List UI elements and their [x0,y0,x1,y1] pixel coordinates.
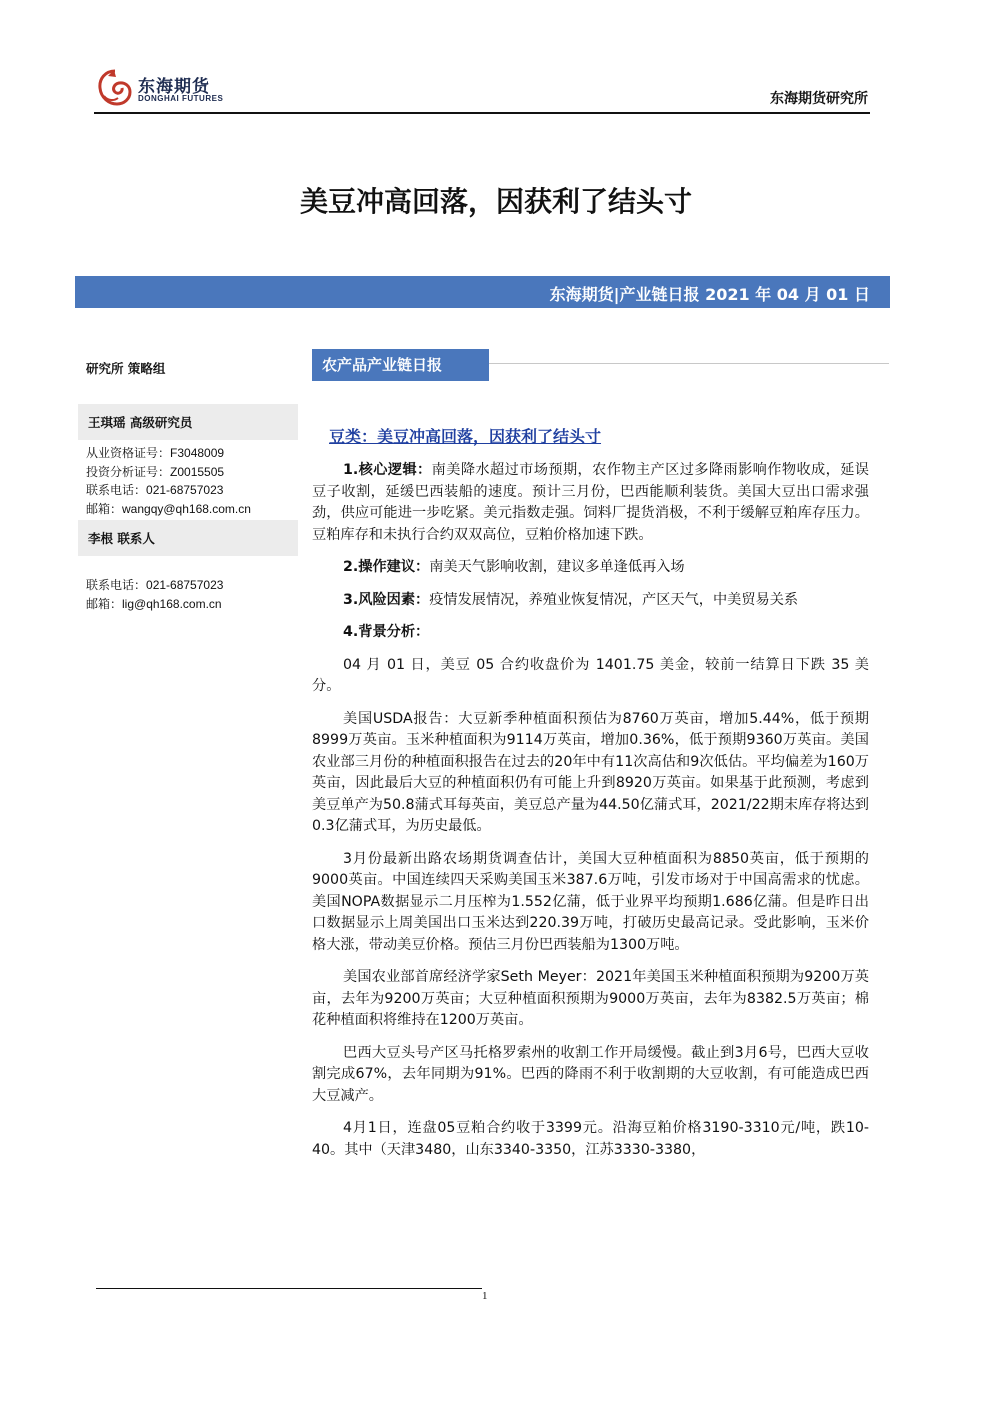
analyst-2-line: 联系电话：021-68757023 [86,578,224,592]
dragon-logo-icon [96,68,134,108]
page-number: 1 [482,1290,488,1302]
paragraph: 美国USDA报告：大豆新季种植面积预估为8760万英亩，增加5.44%，低于预期8999万英亩。玉米种植面积为9114万英亩，增加0.36%，低于预期9360万英亩。美国农业部三月份的种植面积报告在过去的20年中有11次高估和9次低估。平均偏差为160万英亩，因此最后大豆的种植面积仍有可能上升到8920万英亩。如果基于此预测，考虑到美豆单产为50.8蒲式耳每英亩，美豆总产量为44.50亿蒲式耳，2021/22期末库存将达到0.3亿蒲式耳，为历史最低。 [312,710,869,834]
sub-heading-link[interactable]: 豆类：美豆冲高回落，因获利了结头寸 [329,427,602,446]
author-sidebar [78,350,298,613]
logo [96,66,236,112]
paragraph: 巴西大豆头号产区马托格罗索州的收割工作开局缓慢。截止到3月6号，巴西大豆收割完成67%，去年同期为91%。巴西的降雨不利于收割期的大豆收割，有可能造成巴西大豆减产。 [312,1044,869,1104]
paragraph: 04 月 01 日，美豆 05 合约收盘价为 1401.75 美金，较前一结算日下跌 35 美分。 [312,656,869,694]
paragraph: 4.背景分析： [343,624,430,640]
logo-text-en: DONGHAI FUTURES [138,94,224,103]
analyst-1-email[interactable]: 邮箱：wangqy@qh168.com.cn [86,501,251,516]
analyst-1-line: 从业资格证号：F3048009 [86,446,225,460]
paragraph: 1.核心逻辑：南美降水超过市场预期，农作物主产区过多降雨影响作物收成，延误豆子收割，延缓巴西装船的速度。预计三月份，巴西能顺利装货。美国大豆出口需求强劲，供应可能进一步吃紧。美元指数走强。饲料厂提货消极，不利于缓解豆粕库存压力。豆粕库存和未执行合约双双高位，豆粕价格加速下跌。 [312,462,869,543]
header-divider [94,112,870,114]
section-divider [489,363,889,364]
footer-divider [96,1288,482,1289]
analyst-1-line: 联系电话：021-68757023 [86,483,224,497]
paragraph: 3月份最新出路农场期货调查估计，美国大豆种植面积为8850英亩，低于预期的9000英亩。中国连续四天采购美国玉米387.6万吨，引发市场对于中国高需求的忧虑。美国NOPA数据显示二月压榨为1.552亿蒲，低于业界平均预期1.686亿蒲。但是昨日出口数据显示上周美国出口玉米达到220.39万吨，打破历史最高记录。受此影响，玉米价格大涨，带动美豆价格。预估三月份巴西装船为1300万吨。 [312,850,869,953]
date-banner [75,276,890,308]
institute-name: 东海期货研究所 [770,91,868,107]
sidebar-group: 研究所 策略组 [86,361,166,376]
paragraph: 3.风险因素：疫情发展情况，养殖业恢复情况，产区天气，中美贸易关系 [343,591,799,608]
document-title: 美豆冲高回落，因获利了结头寸 [299,185,692,218]
section-tag: 农产品产业链日报 [312,349,489,381]
paragraph: 美国农业部首席经济学家Seth Meyer：2021年美国玉米种植面积预期为9200万英亩，去年为9200万英亩；大豆种植面积预期为9000万英亩，去年为8382.5万英亩；棉花种植面积将维持在1200万英亩。 [312,969,869,1028]
analyst-1-name: 王琪瑶 高级研究员 [78,404,298,440]
logo-text-cn: 东海期货 [138,77,210,97]
paragraph: 2.操作建议：南美天气影响收割，建议多单逢低再入场 [343,559,685,575]
date-banner-text: 东海期货|产业链日报 2021 年 04 月 01 日 [549,285,870,304]
paragraph: 4月1日，连盘05豆粕合约收于3399元。沿海豆粕价格3190-3310元/吨，跌10-40。其中（天津3480，山东3340-3350，江苏3330-3380， [312,1120,869,1158]
report-body [312,460,869,1172]
analyst-2-name: 李根 联系人 [78,520,298,556]
analyst-1-line: 投资分析证号：Z0015505 [86,464,225,479]
analyst-2-email[interactable]: 邮箱：lig@qh168.com.cn [86,596,222,611]
